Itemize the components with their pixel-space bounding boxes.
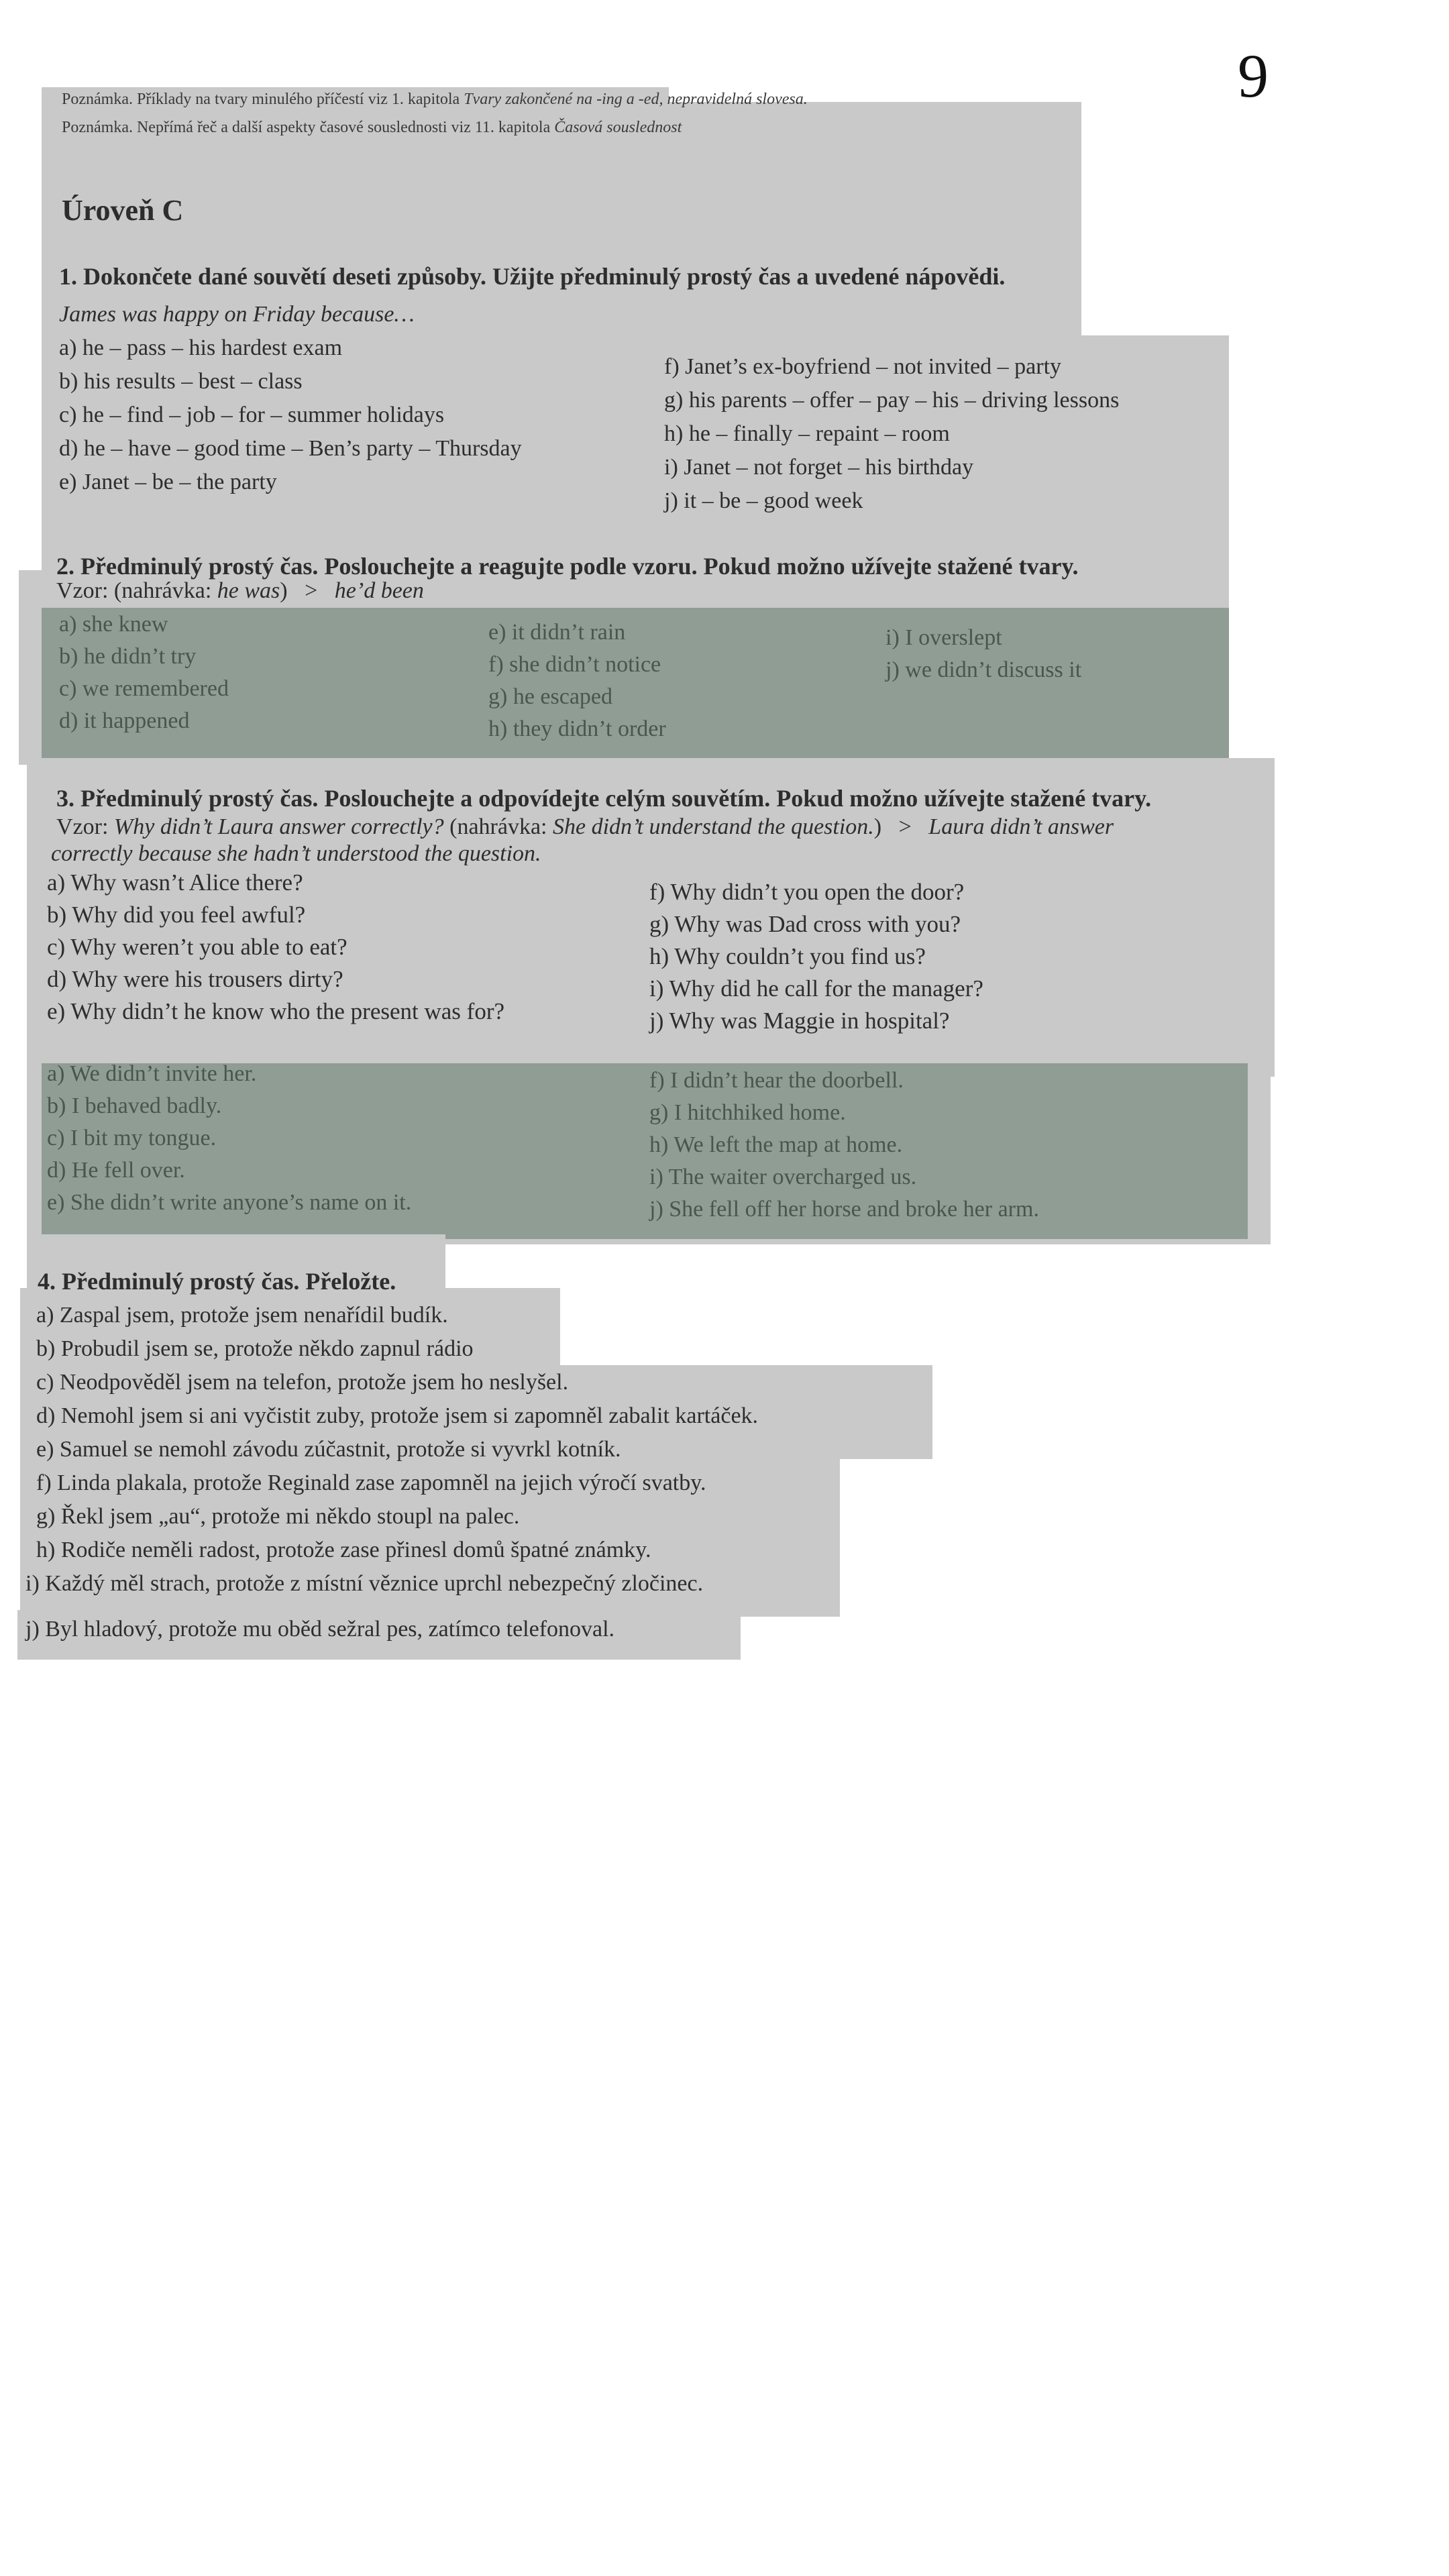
model-label: Vzor: (nahrávka:	[56, 578, 217, 603]
model-recording: She didn’t understand the question.	[553, 814, 874, 839]
note-2-ref: Časová souslednost	[554, 119, 682, 136]
list-item: g) he escaped	[488, 684, 613, 709]
list-item: f) Why didn’t you open the door?	[649, 879, 965, 905]
note-1-text: Poznámka. Příklady na tvary minulého příčestí viz 1. kapitola	[62, 91, 464, 108]
list-item: j) Why was Maggie in hospital?	[649, 1008, 950, 1034]
list-item: c) we remembered	[59, 676, 229, 701]
model-arrow: ) >	[873, 814, 929, 839]
list-item: i) Why did he call for the manager?	[649, 975, 983, 1002]
list-item: b) his results – best – class	[59, 369, 303, 394]
list-item: c) he – find – job – for – summer holidays	[59, 402, 445, 427]
list-item: f) Linda plakala, protože Reginald zase zapomněl na jejich výročí svatby.	[36, 1470, 706, 1495]
list-item: b) he didn’t try	[59, 644, 197, 669]
note-2	[62, 119, 682, 136]
list-item: d) he – have – good time – Ben’s party – Thursday	[59, 436, 522, 461]
exercise-2-title: 2. Předminulý prostý čas. Poslouchejte a reagujte podle vzoru. Pokud možno užívejte stažené tvary.	[56, 553, 1079, 580]
model-recording-open: (nahrávka:	[443, 814, 553, 839]
list-item: b) I behaved badly.	[47, 1093, 222, 1118]
model-cue: he was	[217, 578, 280, 603]
note-1	[62, 91, 808, 107]
list-item: f) Janet’s ex-boyfriend – not invited – party	[664, 354, 1062, 379]
list-item: h) they didn’t order	[488, 716, 666, 741]
list-item: f) I didn’t hear the doorbell.	[649, 1068, 904, 1093]
list-item: d) Nemohl jsem si ani vyčistit zuby, protože jsem si zapomněl zabalit kartáček.	[36, 1403, 759, 1428]
list-item: h) Rodiče neměli radost, protože zase přinesl domů špatné známky.	[36, 1538, 651, 1562]
list-item: a) We didn’t invite her.	[47, 1061, 257, 1086]
list-item: a) Why wasn’t Alice there?	[47, 869, 303, 896]
level-heading: Úroveň C	[62, 194, 184, 227]
exercise-1-prompt: James was happy on Friday because…	[59, 302, 415, 327]
model-label: Vzor:	[56, 814, 114, 839]
exercise-3-model-answer-end: correctly because she hadn’t understood the question.	[51, 841, 541, 866]
exercise-2-model	[56, 580, 424, 602]
list-item: c) Why weren’t you able to eat?	[47, 934, 347, 960]
list-item: j) She fell off her horse and broke her arm.	[649, 1197, 1039, 1222]
list-item: g) his parents – offer – pay – his – driving lessons	[664, 388, 1120, 413]
model-answer-start: Laura didn’t answer	[928, 814, 1114, 839]
list-item: e) it didn’t rain	[488, 620, 626, 645]
exercise-1-title: 1. Dokončete dané souvětí deseti způsoby. Užijte předminulý prostý čas a uvedené nápovědi.	[59, 263, 1006, 290]
model-arrow: ) >	[280, 578, 335, 603]
exercise-3-model	[56, 816, 1114, 839]
list-item: i) I overslept	[885, 625, 1002, 650]
list-item: j) Byl hladový, protože mu oběd sežral pes, zatímco telefonoval.	[25, 1617, 615, 1642]
list-item: e) She didn’t write anyone’s name on it.	[47, 1190, 412, 1215]
list-item: c) I bit my tongue.	[47, 1126, 217, 1150]
list-item: i) The waiter overcharged us.	[649, 1165, 917, 1189]
list-item: e) Janet – be – the party	[59, 470, 277, 494]
list-item: g) Why was Dad cross with you?	[649, 911, 961, 937]
list-item: i) Každý měl strach, protože z místní věznice uprchl nebezpečný zločinec.	[25, 1571, 704, 1596]
list-item: b) Why did you feel awful?	[47, 902, 306, 928]
model-question: Why didn’t Laura answer correctly?	[113, 814, 444, 839]
list-item: e) Samuel se nemohl závodu zúčastnit, protože si vyvrkl kotník.	[36, 1437, 621, 1462]
list-item: h) he – finally – repaint – room	[664, 421, 950, 446]
list-item: d) it happened	[59, 708, 190, 733]
list-item: a) she knew	[59, 612, 168, 637]
list-item: h) We left the map at home.	[649, 1132, 903, 1157]
list-item: b) Probudil jsem se, protože někdo zapnul rádio	[36, 1338, 474, 1360]
model-answer: he’d been	[334, 578, 424, 603]
list-item: d) Why were his trousers dirty?	[47, 966, 343, 992]
list-item: g) Řekl jsem „au“, protože mi někdo stoupl na palec.	[36, 1504, 520, 1529]
exercise-3-title: 3. Předminulý prostý čas. Poslouchejte a odpovídejte celým souvětím. Pokud možno užívejte stažené tvary.	[56, 785, 1152, 812]
list-item: g) I hitchhiked home.	[649, 1100, 846, 1125]
page-number: 9	[1238, 42, 1269, 110]
list-item: j) it – be – good week	[664, 488, 863, 513]
list-item: c) Neodpověděl jsem na telefon, protože jsem ho neslyšel.	[36, 1370, 569, 1395]
note-1-ref: Tvary zakončené na -ing a -ed, nepravidelná slovesa.	[464, 91, 808, 108]
exercise-4-title: 4. Předminulý prostý čas. Přeložte.	[38, 1268, 396, 1295]
list-item: a) Zaspal jsem, protože jsem nenařídil budík.	[36, 1303, 448, 1328]
list-item: e) Why didn’t he know who the present was for?	[47, 998, 505, 1024]
note-2-text: Poznámka. Nepřímá řeč a další aspekty časové souslednosti viz 11. kapitola	[62, 119, 555, 136]
list-item: a) he – pass – his hardest exam	[59, 335, 343, 360]
list-item: f) she didn’t notice	[488, 652, 661, 677]
list-item: i) Janet – not forget – his birthday	[664, 455, 974, 480]
list-item: j) we didn’t discuss it	[885, 657, 1082, 682]
list-item: h) Why couldn’t you find us?	[649, 943, 926, 969]
list-item: d) He fell over.	[47, 1158, 185, 1183]
